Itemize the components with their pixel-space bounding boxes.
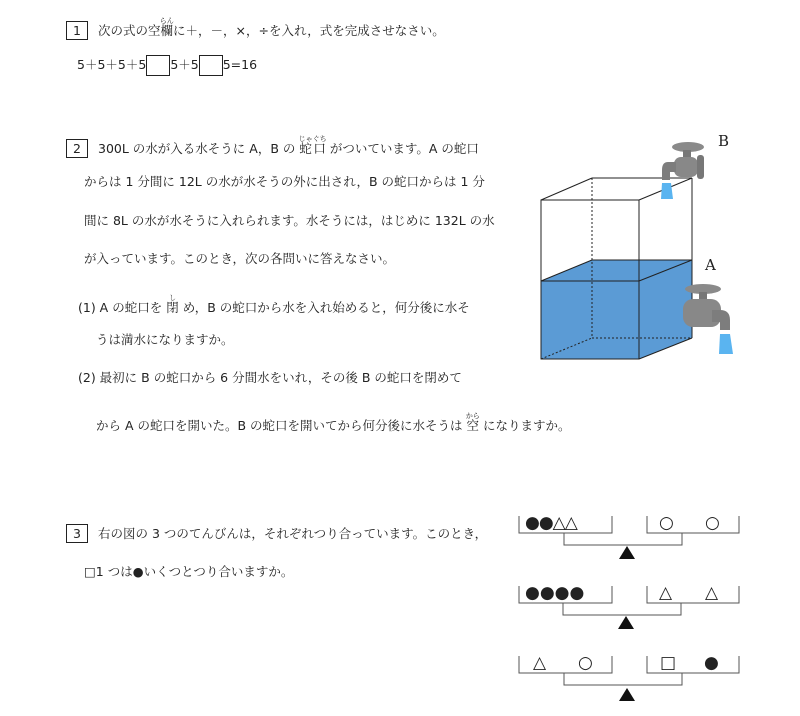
balance-1-left: ●●△△ <box>525 513 577 533</box>
equation-part: 5=16 <box>222 57 258 72</box>
balance-1-right-item: ○ <box>659 513 674 533</box>
text: 次の式の空 <box>98 23 161 38</box>
balance-2-left: ●●●● <box>525 583 585 603</box>
balance-1-right-item: ○ <box>705 513 720 533</box>
question-number: 2 <box>66 139 88 158</box>
fulcrum-icon <box>618 616 634 629</box>
question-number: 3 <box>66 524 88 543</box>
kanji: 欄 <box>159 23 174 38</box>
balance-3-right-item: ● <box>704 653 719 673</box>
kanji: 空 <box>465 418 480 433</box>
faucet-b-label: B <box>718 132 730 150</box>
question-number: 1 <box>66 21 88 40</box>
equation-part: 5＋5 <box>170 57 199 72</box>
furigana: じゃぐち <box>298 135 327 143</box>
fulcrum-icon <box>619 688 635 701</box>
balance-3-right-item: □ <box>660 653 677 673</box>
fulcrum-icon <box>619 546 635 559</box>
text: になりますか。 <box>483 418 571 433</box>
text: から A の蛇口を開いた。B の蛇口を開いてから何分後に水そうは <box>96 418 463 433</box>
balance-3-left-item: △ <box>533 653 547 673</box>
text: め，B の蛇口から水を入れ始めると，何分後に水そ <box>182 300 470 315</box>
furigana: らん <box>159 17 174 25</box>
question-2-line: からは 1 分間に 12L の水が水そうの外に出され，B の蛇口からは 1 分 <box>84 174 485 189</box>
kanji: 蛇口 <box>298 141 327 156</box>
text: がついています。A の蛇口 <box>329 141 479 156</box>
text: 300L の水が入る水そうに A，B の <box>98 141 296 156</box>
furigana: し <box>166 294 179 302</box>
balance-2-right-item: △ <box>659 583 673 603</box>
balance-2-right-item: △ <box>705 583 719 603</box>
subquestion-2-line1: (2) 最初に B の蛇口から 6 分間水をいれ，その後 B の蛇口を閉めて <box>78 370 462 385</box>
question-2-line: が入っています。このとき，次の各問いに答えなさい。 <box>84 251 396 266</box>
balance-3-left-item: ○ <box>578 653 593 673</box>
subquestion-1-line2: うは満水になりますか。 <box>96 332 234 347</box>
kanji: 閉 <box>166 300 179 315</box>
question-2-line: 間に 8L の水が水そうに入れられます。水そうには，はじめに 132L の水 <box>84 213 495 228</box>
question-3-line: □1 つは●いくつとつり合いますか。 <box>84 564 294 579</box>
text: に＋，－，×，÷を入れ，式を完成させなさい。 <box>173 23 445 38</box>
text: 右の図の 3 つのてんびんは，それぞれつり合っています。このとき， <box>98 526 488 541</box>
equation-part: 5＋5＋5＋5 <box>77 57 147 72</box>
faucet-a-label: A <box>705 256 716 274</box>
furigana: から <box>465 412 480 420</box>
text: (1) A の蛇口を <box>78 300 163 315</box>
